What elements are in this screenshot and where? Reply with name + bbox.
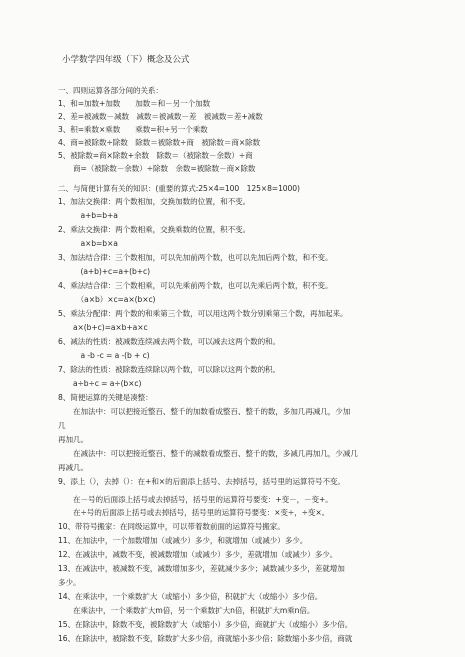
- formula-line: (a+b)+c=a+(b+c): [58, 267, 150, 276]
- text-line: 几: [58, 421, 66, 430]
- section-heading: 一、四则运算各部分间的关系：: [58, 86, 163, 95]
- document-title: 小学数学四年级（下）概念及公式: [62, 55, 190, 65]
- text-line: 15、在除法中，除数不变，被除数扩大（或缩小）多少倍，商就扩大（或缩小）多少倍。: [58, 620, 353, 629]
- text-line: 在乘法中，一个乘数扩大m倍，另一个乘数扩大n倍，积就扩大m乘n倍。: [58, 606, 315, 615]
- text-line: 13、在减法中，被减数不变，减数增加多少，差就减少多少；减数减少多少，差就增加: [58, 564, 345, 573]
- text-line: 9、添上（），去掉（）：在+和×的后面添上括号、去掉括号，括号里的运算符号不变。: [58, 477, 345, 486]
- formula-line: a -b -c = a -(b + c): [58, 351, 150, 360]
- formula-line: （a×b）×c=a×(b×c): [58, 295, 156, 304]
- text-line: 在÷号的后面添上括号或去掉括号，括号里的运算符号要变：×变÷，÷变×。: [58, 508, 330, 517]
- text-line: 2、乘法交换律：两个数相乘，交换乘数的位置，积不变。: [58, 225, 251, 234]
- text-line: 商=（被除数－余数）÷除数 余数=被除数－商×除数: [58, 164, 256, 173]
- text-line: 在加法中：可以把接近整百、整千的加数看成整百、整千的数，多加几再减几，少加: [58, 407, 351, 416]
- text-line: 11、在加法中，一个加数增加（或减少）多少，和就增加（或减少）多少。: [58, 536, 308, 545]
- text-line: 6、减法的性质：被减数连续减去两个数，可以减去这两个数的和。: [58, 337, 281, 346]
- section-heading: 二、与简便计算有关的知识：(重要的算式:25×4=100 125×8=1000): [58, 184, 300, 193]
- text-line: 3、积=乘数×乘数 乘数=积÷另一个乘数: [58, 125, 208, 134]
- formula-line: a+b=b+a: [58, 211, 118, 220]
- formula-line: a×(b+c)=a×b+a×c: [58, 323, 148, 332]
- text-line: 1、加法交换律：两个数相加，交换加数的位置，和不变。: [58, 197, 251, 206]
- text-line: 7、除法的性质：被除数连续除以两个数，可以除以这两个数的积。: [58, 365, 281, 374]
- text-line: 在减法中：可以把接近整百、整千的减数看成整百、整千的数，多减几再加几，少减几: [58, 449, 358, 458]
- text-line: 4、乘法结合律：三个数相乘，可以先乘前两个数，也可以先乘后两个数，积不变。: [58, 281, 333, 290]
- text-line: 1、和=加数+加数 加数＝和－另一个加数: [58, 99, 211, 108]
- text-line: 12、在减法中，减数不变，被减数增加（或减少）多少，差就增加（或减少）多少。: [58, 550, 338, 559]
- text-line: 16、在除法中，被除数不变，除数扩大多少倍，商就缩小多少倍；除数缩小多少倍，商就: [58, 634, 353, 643]
- text-line: 4、商=被除数÷除数 除数＝被除数÷商 被除数＝商×除数: [58, 138, 261, 147]
- text-line: 再减几。: [58, 463, 88, 472]
- formula-line: a×b=b×a: [58, 239, 118, 248]
- text-line: 5、被除数=商×除数+余数 除数＝（被除数－余数）÷商: [58, 151, 253, 160]
- text-line: 5、乘法分配律：两个数的和乘第三个数，可以用这两个数分别乘第三个数，再加起来。: [58, 309, 348, 318]
- text-line: 3、加法结合律：三个数相加，可以先加前两个数，也可以先加后两个数，和不变。: [58, 253, 333, 262]
- text-line: 在－号的后面添上括号或去掉括号，括号里的运算符号要变：+变－，－变+。: [58, 495, 333, 504]
- text-line: 10、带符号搬家：在同级运算中，可以带着数前面的运算符号搬家。: [58, 522, 285, 531]
- text-line: 多少。: [58, 578, 81, 587]
- text-line: 2、差=被减数－减数 减数＝被减数－差 被减数＝差+减数: [58, 112, 263, 121]
- text-line: 8、简便运算的关键是凑整：: [58, 393, 153, 402]
- text-line: 再加几。: [58, 435, 88, 444]
- text-line: 14、在乘法中，一个乘数扩大（或缩小）多少倍，积就扩大（或缩小）多少倍。: [58, 592, 323, 601]
- formula-line: a÷b÷c = a÷(b×c): [58, 379, 142, 388]
